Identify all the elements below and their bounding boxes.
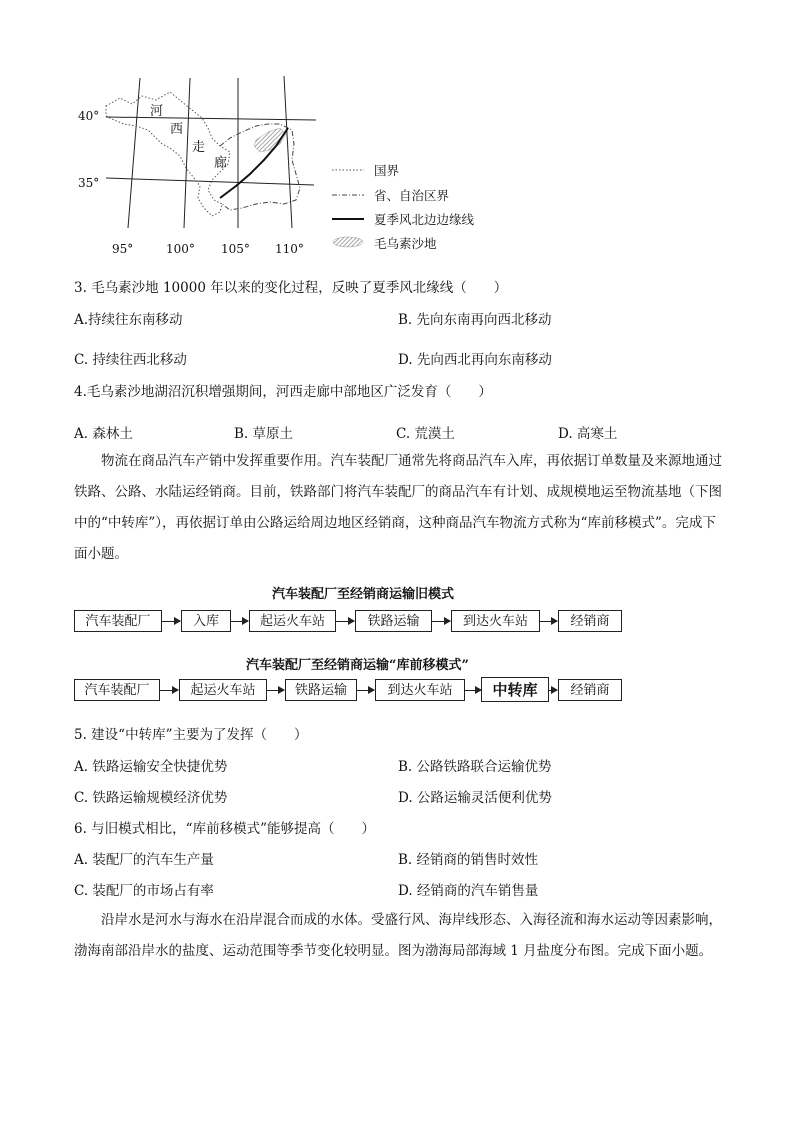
lon-label-110: 110° — [275, 242, 304, 256]
flow-new-step-6: 经销商 — [558, 679, 622, 701]
question-4-option-b[interactable]: B. 草原土 — [234, 426, 294, 442]
flow-old-arrow-4 — [432, 621, 450, 622]
meridian-100 — [184, 78, 190, 228]
flow-new-step-2: 起运火车站 — [179, 679, 267, 701]
flow-new-title: 汽车装配厂至经销商运输“库前移模式” — [246, 658, 469, 673]
legend-dotted-line-icon — [332, 166, 364, 174]
flow-old-step-1: 汽车装配厂 — [74, 610, 162, 632]
question-3-option-c[interactable]: C. 持续往西北移动 — [74, 352, 187, 368]
question-6-option-b[interactable]: B. 经销商的销售时效性 — [398, 852, 539, 868]
flow-old-step-3: 起运火车站 — [249, 610, 336, 632]
national-border-line — [106, 92, 230, 216]
flow-old-arrow-3 — [336, 621, 354, 622]
lon-label-105: 105° — [221, 242, 250, 256]
flow-new-arrow-5 — [549, 690, 557, 691]
region-char-lang: 廊 — [214, 156, 228, 171]
question-4-option-d[interactable]: D. 高寒土 — [558, 426, 618, 442]
flow-new-step-3: 铁路运输 — [285, 679, 357, 701]
flow-old-step-5: 到达火车站 — [451, 610, 540, 632]
flow-new-step-4: 到达火车站 — [375, 679, 465, 701]
flow-new-step-5: 中转库 — [481, 677, 549, 702]
question-4-option-a[interactable]: A. 森林土 — [74, 426, 133, 442]
meridian-110 — [284, 76, 292, 228]
lon-label-95: 95° — [112, 242, 134, 256]
flow-old-arrow-5 — [540, 621, 557, 622]
legend-hatched-area-icon — [332, 236, 364, 248]
flow-old-arrow-1 — [162, 621, 180, 622]
flow-old-step-2: 入库 — [181, 610, 231, 632]
lat-label-35: 35° — [78, 176, 100, 190]
lat-label-40: 40° — [78, 109, 100, 123]
legend-solid-line-icon — [332, 215, 364, 223]
region-char-zou: 走 — [192, 140, 206, 155]
question-3-option-b[interactable]: B. 先向东南再向西北移动 — [398, 312, 552, 328]
question-6-stem: 6. 与旧模式相比，“库前移模式”能够提高（ ） — [74, 821, 375, 837]
question-5-option-c[interactable]: C. 铁路运输规模经济优势 — [74, 790, 228, 806]
question-5-stem: 5. 建设“中转库”主要为了发挥（ ） — [74, 727, 308, 743]
question-3-option-d[interactable]: D. 先向西北再向东南移动 — [398, 352, 552, 368]
flow-old-arrow-2 — [231, 621, 248, 622]
flow-new-arrow-3 — [357, 690, 374, 691]
question-4-stem: 4.毛乌素沙地湖沼沉积增强期间，河西走廊中部地区广泛发育（ ） — [74, 384, 492, 400]
flow-new-arrow-2 — [267, 690, 284, 691]
flow-new-arrow-4 — [465, 690, 481, 691]
question-3-option-a[interactable]: A.持续往东南移动 — [74, 312, 183, 328]
meridian-95 — [128, 78, 140, 228]
logistics-passage: 物流在商品汽车产销中发挥重要作用。汽车装配厂通常先将商品汽车入库，再依据订单数量及来源地通过铁路、公路、水陆运经销商。目前，铁路部门将汽车装配厂的商品汽车有计划、成规模地运至物流基地（下图中的“中转库”），再依据订单由公路运给周边地区经销商，这种商品汽车物流方式称为“库前移模式”。完成下面小题。 — [74, 453, 722, 562]
lon-label-100: 100° — [166, 242, 195, 256]
region-char-he: 河 — [150, 104, 164, 119]
parallel-40 — [106, 117, 316, 120]
question-4-option-c[interactable]: C. 荒漠土 — [396, 426, 455, 442]
question-5-option-a[interactable]: A. 铁路运输安全快捷优势 — [74, 759, 228, 775]
region-char-xi: 西 — [170, 122, 184, 137]
legend-monsoon-boundary: 夏季风北边边缘线 — [374, 212, 475, 227]
flow-old-title: 汽车装配厂至经销商运输旧模式 — [272, 587, 455, 602]
question-5-option-b[interactable]: B. 公路铁路联合运输优势 — [398, 759, 552, 775]
question-6-option-c[interactable]: C. 装配厂的市场占有率 — [74, 883, 214, 899]
legend-mu-us-sandy-land: 毛乌素沙地 — [374, 236, 437, 251]
question-6-option-a[interactable]: A. 装配厂的汽车生产量 — [74, 852, 214, 868]
flow-new-arrow-1 — [160, 690, 178, 691]
parallel-35 — [106, 178, 314, 185]
question-6-option-d[interactable]: D. 经销商的汽车销售量 — [398, 883, 539, 899]
provincial-border-line — [220, 124, 300, 210]
question-3-stem: 3. 毛乌素沙地 10000 年以来的变化过程，反映了夏季风北缘线（ ） — [74, 280, 508, 296]
flow-new-step-1: 汽车装配厂 — [74, 679, 160, 701]
map-graticule — [70, 68, 340, 248]
coastal-water-passage: 沿岸水是河水与海水在沿岸混合而成的水体。受盛行风、海岸线形态、入海径流和海水运动等因素影响，渤海南部沿岸水的盐度、运动范围等季节变化较明显。图为渤海局部海域 1 月盐度分布图。完成下面小题。 — [74, 912, 722, 959]
map-figure — [70, 68, 490, 263]
flow-old-step-6: 经销商 — [558, 610, 622, 632]
legend-dash-dot-line-icon — [332, 191, 364, 199]
flow-old-step-4: 铁路运输 — [355, 610, 432, 632]
legend-national-border: 国界 — [374, 163, 400, 178]
question-5-option-d[interactable]: D. 公路运输灵活便利优势 — [398, 790, 552, 806]
legend-provincial-border: 省、自治区界 — [374, 188, 450, 203]
